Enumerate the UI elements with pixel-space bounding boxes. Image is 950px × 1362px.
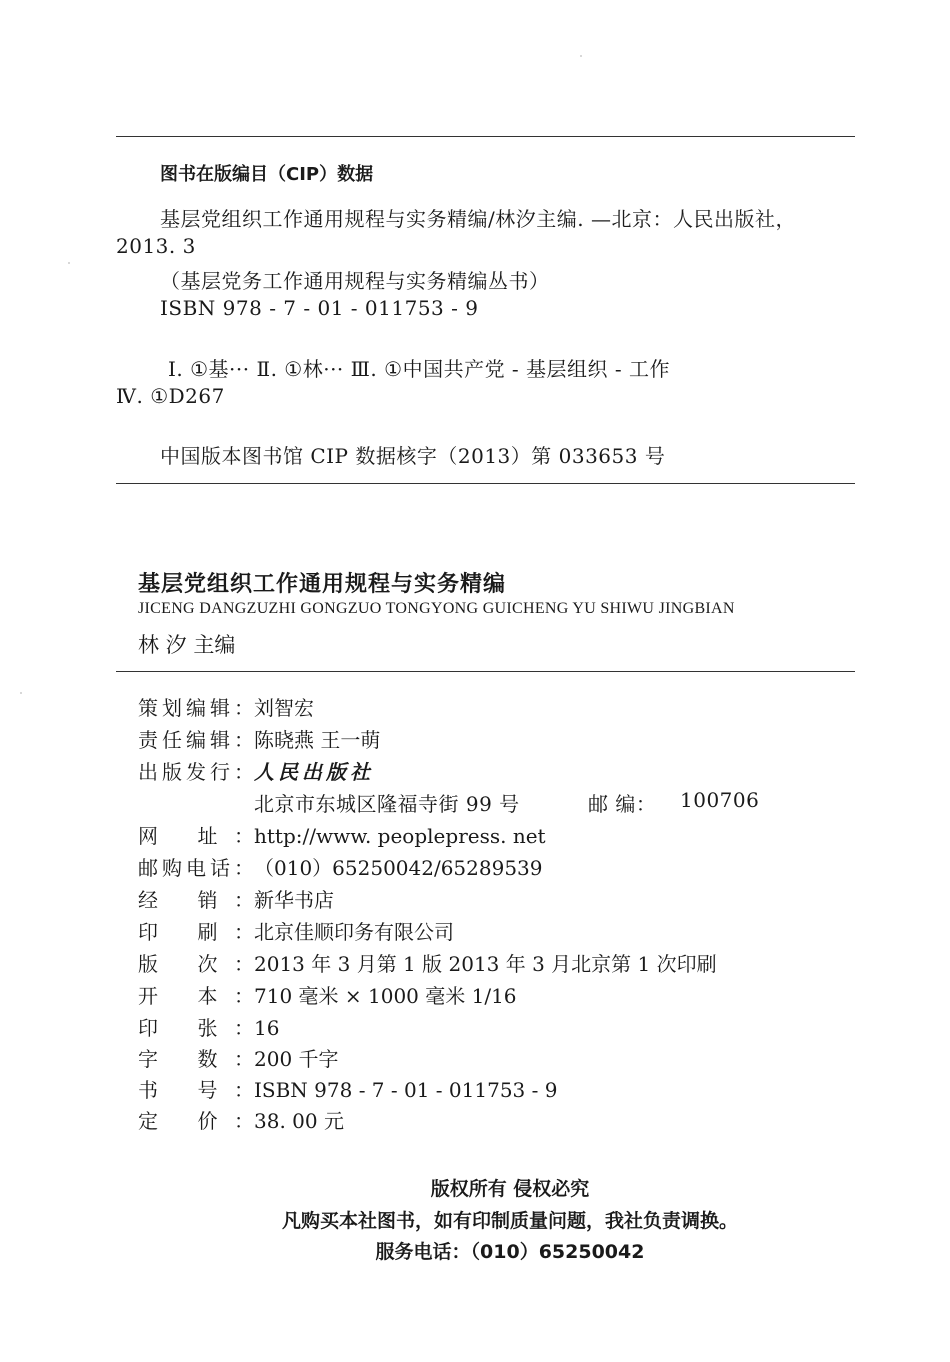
format-value: 710 毫米 × 1000 毫米 1/16: [254, 984, 517, 1008]
phone-label: 邮购电话：: [138, 856, 254, 880]
printer-value: 北京佳顺印务有限公司: [254, 920, 454, 944]
publisher-logo: 人民出版社: [254, 760, 374, 784]
website-label: 网 址：: [138, 824, 254, 848]
words-row: [138, 1043, 339, 1072]
cip-title-line: 基层党组织工作通用规程与实务精编/林汐主编. —北京：人民出版社，: [160, 207, 796, 231]
printer-row: [138, 916, 454, 945]
edition-value: 2013 年 3 月第 1 版 2013 年 3 月北京第 1 次印刷: [254, 952, 717, 976]
cip-classification-line-1: Ⅰ. ①基··· Ⅱ. ①林··· Ⅲ. ①中国共产党 - 基层组织 - 工作: [168, 357, 671, 381]
format-row: [138, 980, 517, 1009]
publisher-label: 出版发行：: [138, 760, 254, 784]
cip-isbn-line: ISBN 978 - 7 - 01 - 011753 - 9: [160, 296, 479, 320]
isbn-label: 书 号：: [138, 1078, 254, 1102]
price-row: [138, 1105, 344, 1134]
sheets-label: 印 张：: [138, 1016, 254, 1040]
phone-value: （010）65250042/65289539: [254, 856, 543, 880]
distributor-label: 经 销：: [138, 888, 254, 912]
title-bottom-rule: [116, 671, 855, 672]
phone-row: [138, 852, 543, 881]
website-value: http://www. peoplepress. net: [254, 824, 546, 848]
planning-editor-value: 刘智宏: [254, 696, 314, 720]
planning-editor-row: [138, 692, 314, 721]
website-row: [138, 820, 546, 849]
cip-series-line: （基层党务工作通用规程与实务精编丛书）: [160, 269, 550, 293]
distributor-row: [138, 884, 334, 913]
sheets-value: 16: [254, 1016, 280, 1040]
words-value: 200 千字: [254, 1047, 339, 1071]
service-phone: 服务电话：（010）65250042: [375, 1241, 645, 1263]
edition-row: [138, 948, 717, 977]
exchange-notice: 凡购买本社图书，如有印制质量问题，我社负责调换。: [281, 1210, 738, 1232]
responsible-editor-row: [138, 724, 380, 753]
book-title: 基层党组织工作通用规程与实务精编: [138, 572, 507, 597]
cip-classification-line-2: Ⅳ. ①D267: [116, 384, 225, 408]
edition-label: 版 次：: [138, 952, 254, 976]
sheets-row: [138, 1012, 279, 1041]
isbn-row: [138, 1074, 557, 1103]
scan-speck: [20, 692, 22, 694]
book-title-pinyin: JICENG DANGZUZHI GONGZUO TONGYONG GUICHENG YU SHIWU JINGBIAN: [138, 600, 735, 617]
isbn-value: ISBN 978 - 7 - 01 - 011753 - 9: [254, 1078, 558, 1102]
cip-record-line: 中国版本图书馆 CIP 数据核字（2013）第 033653 号: [160, 444, 666, 468]
postcode-value: 100706: [680, 788, 760, 812]
cip-heading: 图书在版编目（CIP）数据: [160, 164, 374, 185]
rights-notice: 版权所有 侵权必究: [430, 1178, 590, 1200]
cip-bottom-rule: [116, 483, 855, 484]
book-author: 林 汐 主编: [138, 633, 236, 657]
responsible-editor-value: 陈晓燕 王一萌: [254, 728, 381, 752]
price-label: 定 价：: [138, 1109, 254, 1133]
format-label: 开 本：: [138, 984, 254, 1008]
responsible-editor-label: 责任编辑：: [138, 728, 254, 752]
scan-speck: [68, 262, 70, 264]
price-value: 38. 00 元: [254, 1109, 344, 1133]
printer-label: 印 刷：: [138, 920, 254, 944]
distributor-value: 新华书店: [254, 888, 334, 912]
postcode-label: 邮 编：: [588, 792, 657, 816]
cip-year-line: 2013. 3: [116, 234, 196, 258]
publisher-row: [138, 756, 374, 785]
publisher-address: 北京市东城区隆福寺街 99 号: [254, 792, 520, 816]
planning-editor-label: 策划编辑：: [138, 696, 254, 720]
scan-speck: [580, 55, 582, 57]
words-label: 字 数：: [138, 1047, 254, 1071]
top-rule: [116, 136, 855, 137]
